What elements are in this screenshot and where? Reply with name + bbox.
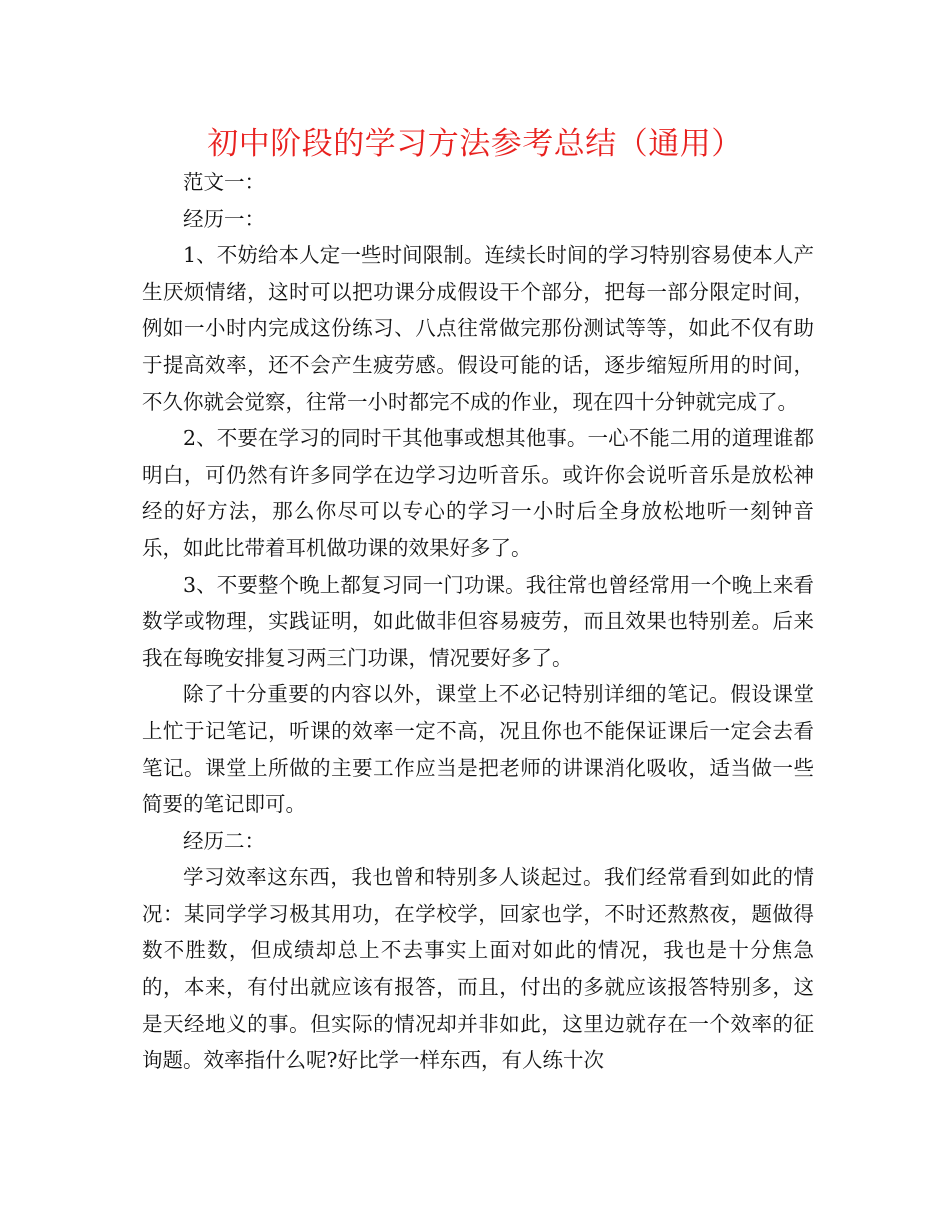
paragraph-notes: 除了十分重要的内容以外，课堂上不必记特别详细的笔记。假设课堂上忙于记笔记，听课的效率一定不高，况且你也不能保证课后一定会去看笔记。课堂上所做的主要工作应当是把老师的讲课消化吸收，适当做一些简要的笔记即可。 xyxy=(142,682,814,817)
paragraph-fanwen-1: 范文一： xyxy=(183,170,265,194)
document-title: 初中阶段的学习方法参考总结（通用） xyxy=(207,126,743,162)
paragraph-item-2: 2、不要在学习的同时干其他事或想其他事。一心不能二用的道理谁都明白，可仍然有许多同学在边学习边听音乐。或许你会说听音乐是放松神经的好方法，那么你尽可以专心的学习一小时后全身放松地听一刻钟音乐，如此比带着耳机做功课的效果好多了。 xyxy=(142,426,814,560)
paragraph-item-1: 1、不妨给本人定一些时间限制。连续长时间的学习特别容易使本人产生厌烦情绪，这时可以把功课分成假设干个部分，把每一部分限定时间，例如一小时内完成这份练习、八点往常做完那份测试等等，如此不仅有助于提高效率，还不会产生疲劳感。假设可能的话，逐步缩短所用的时间，不久你就会觉察，往常一小时都完不成的作业，现在四十分钟就完成了。 xyxy=(142,243,814,414)
paragraph-item-3: 3、不要整个晚上都复习同一门功课。我往常也曾经常用一个晚上来看数学或物理，实践证明，如此做非但容易疲劳，而且效果也特别差。后来我在每晚安排复习两三门功课，情况要好多了。 xyxy=(142,572,814,670)
paragraph-jingli-1: 经历一： xyxy=(183,206,265,231)
paragraph-jingli-2: 经历二： xyxy=(183,828,265,853)
paragraph-efficiency: 学习效率这东西，我也曾和特别多人谈起过。我们经常看到如此的情况：某同学学习极其用功，在学校学，回家也学，不时还熬熬夜，题做得数不胜数，但成绩却总上不去事实上面对如此的情况，我也是十分焦急的，本来，有付出就应该有报答，而且，付出的多就应该报答特别多，这是天经地义的事。但实际的情况却并非如此，这里边就存在一个效率的征询题。效率指什么呢?好比学一样东西，有人练十次 xyxy=(142,865,814,1073)
document-body xyxy=(142,164,814,1079)
